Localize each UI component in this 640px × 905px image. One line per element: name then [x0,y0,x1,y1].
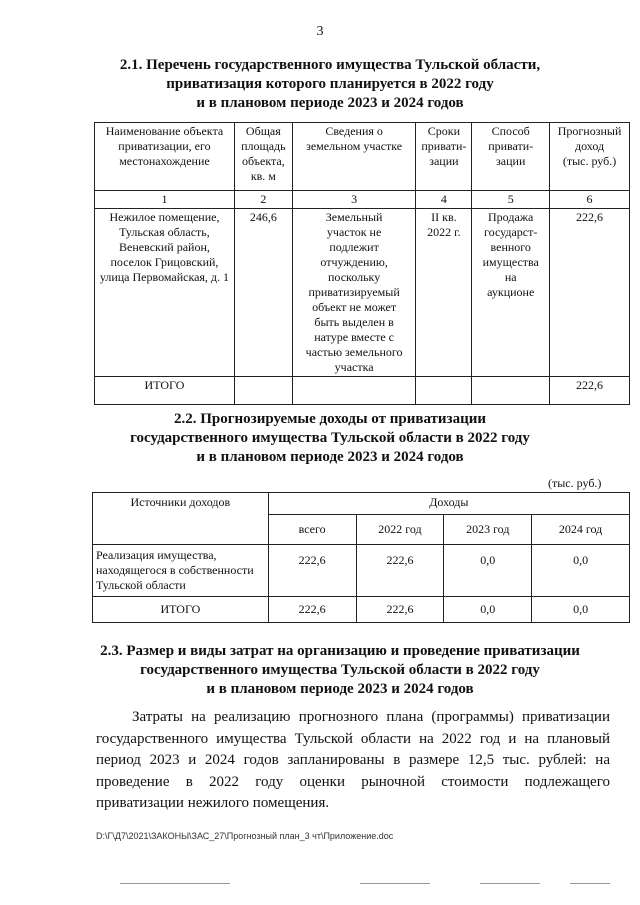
subheader-2022: 2022 год [356,515,444,545]
paragraph-line: государственного имущества Тульской области на 2022 год и на плановый [96,730,610,747]
heading-line: приватизация которого планируется в 2022 году [166,76,494,92]
subheader-total: всего [268,515,356,545]
paragraph-line: приватизации нежилого помещения. [96,795,330,811]
unit-label: (тыс. руб.) [548,476,602,490]
page-number: 3 [316,24,324,39]
income-cell: 222,6 [550,209,630,377]
paragraph-line: проведение в 2022 году оценки рыночной стоимости подлежащего [96,773,610,790]
total-row [93,597,630,623]
total-value: 0,0 [444,597,532,623]
heading-line: и в плановом периоде 2023 и 2024 годов [196,449,464,465]
header-source: Источники доходов [93,493,269,545]
source-cell: Реализация имущества, находящегося в собственности Тульской области [93,545,269,597]
total-value: 222,6 [356,597,444,623]
paragraph-line: Затраты на реализацию прогнозного плана (программы) приватизации [132,709,610,725]
header-area: Общая площадь объекта, кв. м [234,123,292,191]
header-object-name: Наименование объекта приватизации, его местонахождение [95,123,235,191]
empty-cell [416,377,472,405]
column-number: 6 [550,191,630,209]
paragraph-line: период 2023 и 2024 годов запланированы в размере 12,5 тыс. рублей: на [96,752,610,768]
area-cell: 246,6 [234,209,292,377]
table-row [93,545,630,597]
method-cell: Продажа государст- венного имущества на аукционе [472,209,550,377]
scan-artifact-line [120,883,620,887]
section-3-heading [70,642,610,699]
file-path-footer: D:\Г\Д7\2021\ЗАКОНЫ\ЗАС_27\Прогнозный план_3 чт\Приложение.doc [96,831,394,841]
total-income: 222,6 [550,377,630,405]
term-cell: II кв. 2022 г. [416,209,472,377]
header-income: Прогнозный доход (тыс. руб.) [550,123,630,191]
section-1-heading [80,56,580,113]
subheader-2023: 2023 год [444,515,532,545]
header-terms: Сроки привати- зации [416,123,472,191]
heading-line: 2.1. Перечень государственного имущества Тульской области, [119,57,541,73]
privatization-list-table [94,122,630,405]
empty-cell [234,377,292,405]
object-name-cell: Нежилое помещение, Тульская область, Веневский район, поселок Грицовский, улица Первомайская, д. 1 [95,209,235,377]
costs-paragraph [96,707,610,815]
header-income: Доходы [268,493,629,515]
table-row [95,209,630,377]
income-forecast-table [92,492,630,623]
heading-line: государственного имущества Тульской области в 2022 году [130,430,530,446]
column-number-row [95,191,630,209]
column-number: 1 [95,191,235,209]
heading-line: 2.2. Прогнозируемые доходы от приватизации [173,411,487,427]
value-2022: 222,6 [356,545,444,597]
empty-cell [472,377,550,405]
heading-line: и в плановом периоде 2023 и 2024 годов [196,95,464,111]
total-label: ИТОГО [95,377,235,405]
column-number: 3 [292,191,416,209]
total-value: 0,0 [532,597,630,623]
total-value: 222,6 [268,597,356,623]
column-number: 2 [234,191,292,209]
section-2-heading [80,410,580,467]
column-number: 4 [416,191,472,209]
land-info-cell: Земельный участок не подлежит отчуждению, поскольку приватизируемый объект не может быть выделен в натуре вместе с частью земельного участка [292,209,416,377]
value-2024: 0,0 [532,545,630,597]
total-row [95,377,630,405]
empty-cell [292,377,416,405]
header-method: Способ привати- зации [472,123,550,191]
heading-line: и в плановом периоде 2023 и 2024 годов [206,681,474,697]
table-header-row [95,123,630,191]
value-2023: 0,0 [444,545,532,597]
heading-line: 2.3. Размер и виды затрат на организацию и проведение приватизации [100,643,580,659]
column-number: 5 [472,191,550,209]
heading-line: государственного имущества Тульской области в 2022 году [140,662,540,678]
header-land-info: Сведения о земельном участке [292,123,416,191]
table-header-row [93,493,630,515]
value-total: 222,6 [268,545,356,597]
total-label: ИТОГО [93,597,269,623]
subheader-2024: 2024 год [532,515,630,545]
